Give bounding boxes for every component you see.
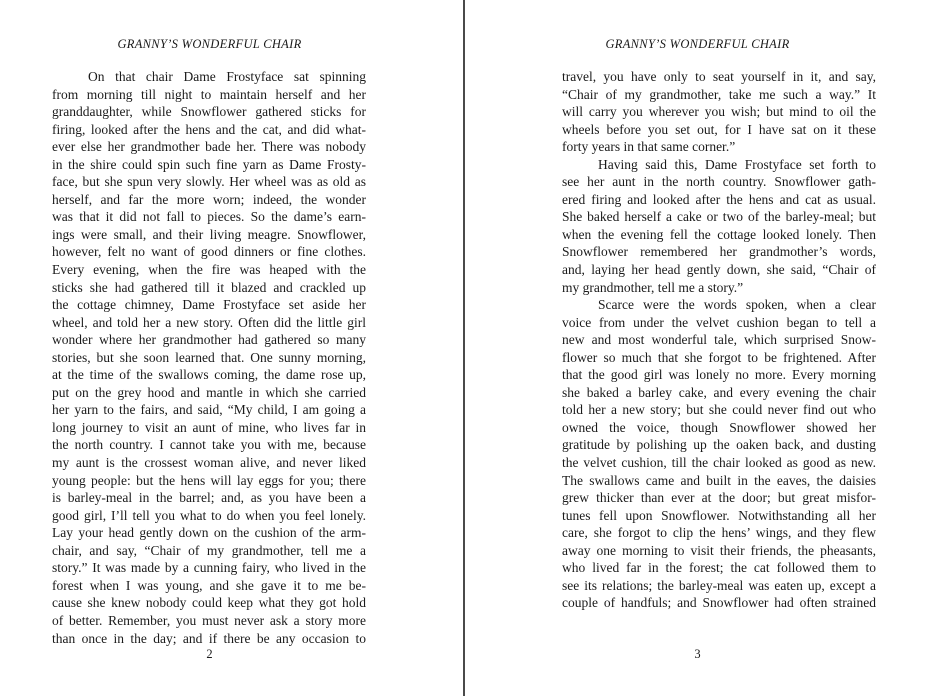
text-line: Every evening, when the fire was heaped with the xyxy=(52,262,366,278)
text-line: Having said this, Dame Frostyface set forth to xyxy=(598,156,876,172)
text-line: care, she forgot to clip the hens’ wings, and they flew xyxy=(562,525,876,541)
text-line: see her aunt in the north country. Snowflower gath- xyxy=(562,174,876,190)
text-line: ings were small, and their living meagre. Snowflower, xyxy=(52,226,366,242)
text-line: of better. Remember, you must never ask a story more xyxy=(52,612,366,628)
text-line: Lay your head gently down on the cushion of the arm- xyxy=(52,525,366,541)
text-line: ever else her grandmother bade her. There was nobody xyxy=(52,139,366,155)
text-line: young people: but the hens will lay eggs for you; there xyxy=(52,472,366,488)
text-line: couple of handfuls; and Snowflower had often strained xyxy=(562,595,876,611)
text-line: told her a new story; but she could never find out who xyxy=(562,402,876,418)
text-line: travel, you have only to seat yourself in it, and say, xyxy=(562,69,876,84)
text-line: ered firing and looked after the hens and cat as usual. xyxy=(562,191,876,207)
text-line: good girl, I’ll tell you what to do when you feel lonely. xyxy=(52,507,366,523)
text-line: new and most wonderful tale, which surprised Snow- xyxy=(562,332,876,348)
text-line: voice from under the velvet cushion began to tell a xyxy=(562,314,876,330)
page-body-text xyxy=(562,68,876,612)
text-line: chair, and say, “Chair of my grandmother, tell me a xyxy=(52,542,366,558)
text-line: cause she knew nobody could keep what they got hold xyxy=(52,595,366,611)
text-line: at the time of the swallows coming, the dame rose up, xyxy=(52,367,366,383)
text-line: is barley-meal in the barrel; and, as you have been a xyxy=(52,490,366,506)
text-line: and, laying her head gently down, she said, “Chair of xyxy=(562,262,876,278)
text-line: see its relations; the barley-meal was eaten up, except a xyxy=(562,577,876,593)
text-line: wheels before you set out, for I have sat on it these xyxy=(562,121,876,137)
text-line: The swallows came and built in the eaves, the daisies xyxy=(562,472,876,488)
text-line: flower so much that she forgot to be frightened. After xyxy=(562,349,876,365)
text-line: long journey to visit an aunt of mine, who lives far in xyxy=(52,419,366,435)
text-line: will carry you wherever you wish; but mind to oil the xyxy=(562,104,876,120)
text-line: granddaughter, while Snowflower gathered sticks for xyxy=(52,104,366,120)
text-line: the north country. I cannot take you with me, because xyxy=(52,437,366,453)
text-line: that the good girl was lonely no more. Every morning xyxy=(562,367,876,383)
text-line: who lived far in the forest; the cat followed them to xyxy=(562,560,876,576)
text-line: from morning till night to maintain herself and her xyxy=(52,86,366,102)
text-line: my aunt is the crossest woman alive, and never liked xyxy=(52,455,366,471)
text-line: forest when I was young, and she gave it to me be- xyxy=(52,577,366,593)
text-line: the velvet cushion, till the chair looked as good as new. xyxy=(562,455,876,471)
text-line: she baked a barley cake, and every evening the chair xyxy=(562,384,876,400)
text-line: On that chair Dame Frostyface sat spinning xyxy=(88,69,366,84)
text-line: forty years in that same corner.” xyxy=(562,139,736,155)
text-line: story.” It was made by a cunning fairy, who lived in the xyxy=(52,560,366,576)
text-line: owned the voice, though Snowflower showed her xyxy=(562,419,876,435)
text-line: sticks she had gathered till it blazed and crackled up xyxy=(52,279,366,295)
text-line: stories, but she soon learned that. One sunny morning, xyxy=(52,349,366,365)
text-line: Snowflower remembered her grandmother’s words, xyxy=(562,244,876,260)
running-header: GRANNY’S WONDERFUL CHAIR xyxy=(117,37,302,51)
text-line: in the shire could spin such fine yarn as Dame Frosty- xyxy=(52,156,366,172)
text-line: gratitude by polishing up the oaken back, and dusting xyxy=(562,437,876,453)
text-line: away one morning to visit their friends, the pheasants, xyxy=(562,542,876,558)
text-line: tunes fell upon Snowflower. Notwithstanding all her xyxy=(562,507,876,523)
text-line: wheel, and told her a new story. Often did the little girl xyxy=(52,314,366,330)
text-line: the cottage chimney, Dame Frostyface set aside her xyxy=(52,297,366,313)
text-line: however, felt no want of good dinners or fine clothes. xyxy=(52,244,366,260)
text-line: herself, and far the more worn; indeed, the wonder xyxy=(52,191,366,207)
text-line: grew thicker than ever at the door; but great misfor- xyxy=(562,490,876,506)
page-number: 2 xyxy=(206,647,213,661)
text-line: wonder where her grandmother had gathered so many xyxy=(52,332,366,348)
text-line: She baked herself a cake or two of the barley-meal; but xyxy=(562,209,876,225)
page-number: 3 xyxy=(694,647,701,661)
page-body-text xyxy=(52,68,366,647)
text-line: was that it did not fall to pieces. So the dame’s earn- xyxy=(52,209,366,225)
text-line: “Chair of my grandmother, take me such a way.” It xyxy=(562,86,876,102)
text-line: face, but she spun very slowly. Her wheel was as old as xyxy=(52,174,366,190)
text-line: than once in the day; and if there be any occasion to xyxy=(52,630,366,646)
text-line: put on the grey hood and mantle in which she carried xyxy=(52,384,366,400)
text-line: firing, looked after the hens and the cat, and did what- xyxy=(52,121,366,137)
text-line: Scarce were the words spoken, when a clear xyxy=(598,297,876,313)
running-header: GRANNY’S WONDERFUL CHAIR xyxy=(605,37,790,51)
text-line: my grandmother, tell me a story.” xyxy=(562,279,744,295)
right-page xyxy=(464,0,926,696)
text-line: her yarn to the fairs, and said, “My child, I am going a xyxy=(52,402,366,418)
text-line: when the evening fell the cottage looked lonely. Then xyxy=(562,226,876,242)
